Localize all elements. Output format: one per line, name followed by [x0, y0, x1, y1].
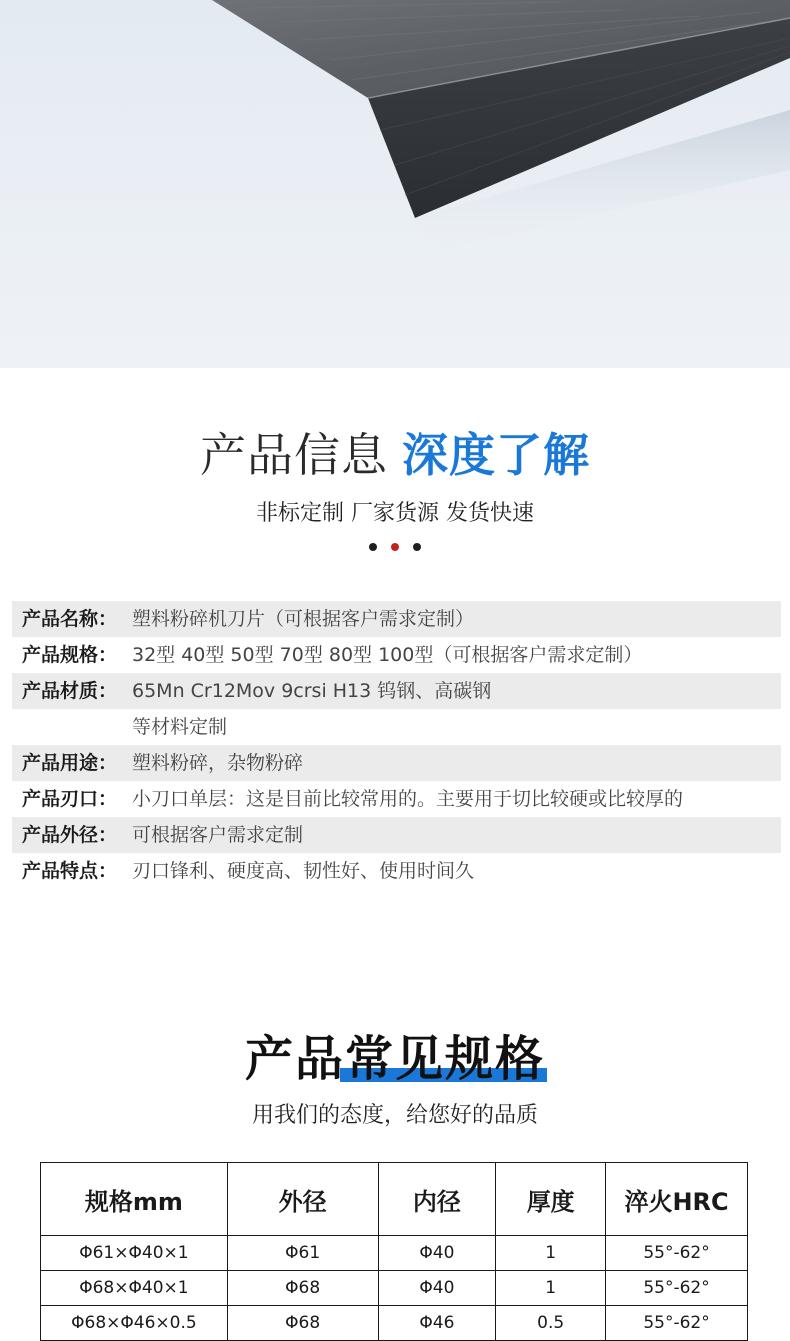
info-value: 小刀口单层：这是目前比较常用的。主要用于切比较硬或比较厚的	[132, 788, 684, 810]
product-photo	[0, 0, 790, 368]
table-cell: Φ68	[227, 1271, 378, 1306]
table-cell: 55°-62°	[606, 1236, 748, 1271]
info-label: 产品特点：	[22, 860, 118, 882]
table-row	[41, 1236, 748, 1271]
table-cell: Φ61×Φ40×1	[41, 1236, 228, 1271]
table-header-cell: 淬火HRC	[606, 1163, 748, 1236]
info-row-spec	[12, 637, 781, 673]
info-row-edge	[12, 781, 781, 817]
table-row	[41, 1271, 748, 1306]
table-cell: 0.5	[496, 1306, 606, 1341]
info-label: 产品名称：	[22, 608, 118, 630]
info-value: 32型 40型 50型 70型 80型 100型（可根据客户需求定制）	[132, 644, 643, 666]
section-title-common-specs	[245, 1028, 545, 1090]
section-title-text: 产品常见规格	[244, 1031, 545, 1087]
table-cell: Φ68×Φ40×1	[41, 1271, 228, 1306]
dot-center	[391, 543, 399, 551]
section-title-common-specs-wrap	[0, 1028, 790, 1090]
info-value: 塑料粉碎，杂物粉碎	[132, 752, 304, 774]
info-row-material-cont	[12, 709, 781, 745]
table-cell: Φ68×Φ46×0.5	[41, 1306, 228, 1341]
info-label: 产品外径：	[22, 824, 118, 846]
table-row	[41, 1306, 748, 1341]
info-label: 产品材质：	[22, 680, 118, 702]
dot-right	[413, 543, 421, 551]
info-value: 可根据客户需求定制	[132, 824, 304, 846]
table-header-cell: 规格mm	[41, 1163, 228, 1236]
info-row-features	[12, 853, 781, 889]
product-info-list	[12, 601, 781, 889]
table-cell: Φ68	[227, 1306, 378, 1341]
table-cell: Φ61	[227, 1236, 378, 1271]
info-label: 产品规格：	[22, 644, 118, 666]
table-cell: Φ40	[378, 1236, 496, 1271]
table-cell: Φ40	[378, 1271, 496, 1306]
section-title-product-info	[0, 425, 790, 485]
info-value: 刃口锋利、硬度高、韧性好、使用时间久	[132, 860, 475, 882]
table-cell: 55°-62°	[606, 1306, 748, 1341]
info-value: 65Mn Cr12Mov 9crsi H13 钨钢、高碳钢	[132, 680, 492, 702]
title-light-text: 产品信息	[200, 428, 388, 482]
table-cell: Φ46	[378, 1306, 496, 1341]
info-value: 塑料粉碎机刀片（可根据客户需求定制）	[132, 608, 475, 630]
table-header-row	[41, 1163, 748, 1236]
table-cell: 55°-62°	[606, 1271, 748, 1306]
table-cell: 1	[496, 1271, 606, 1306]
info-label: 产品刃口：	[22, 788, 118, 810]
table-cell: 1	[496, 1236, 606, 1271]
decorative-dots	[0, 543, 790, 551]
section-subtitle: 用我们的态度，给您好的品质	[251, 1103, 538, 1128]
table-header-cell: 厚度	[496, 1163, 606, 1236]
section-subtitle: 非标定制 厂家货源 发货快速	[256, 501, 534, 526]
blade-illustration	[0, 0, 790, 368]
info-label: 产品用途：	[22, 752, 118, 774]
title-accent-text: 深度了解	[402, 428, 590, 482]
info-row-diameter	[12, 817, 781, 853]
info-row-material	[12, 673, 781, 709]
dot-left	[369, 543, 377, 551]
info-row-name	[12, 601, 781, 637]
info-row-usage	[12, 745, 781, 781]
info-value: 等材料定制	[132, 716, 228, 738]
table-header-cell: 外径	[227, 1163, 378, 1236]
spec-table	[40, 1162, 748, 1341]
table-header-cell: 内径	[378, 1163, 496, 1236]
